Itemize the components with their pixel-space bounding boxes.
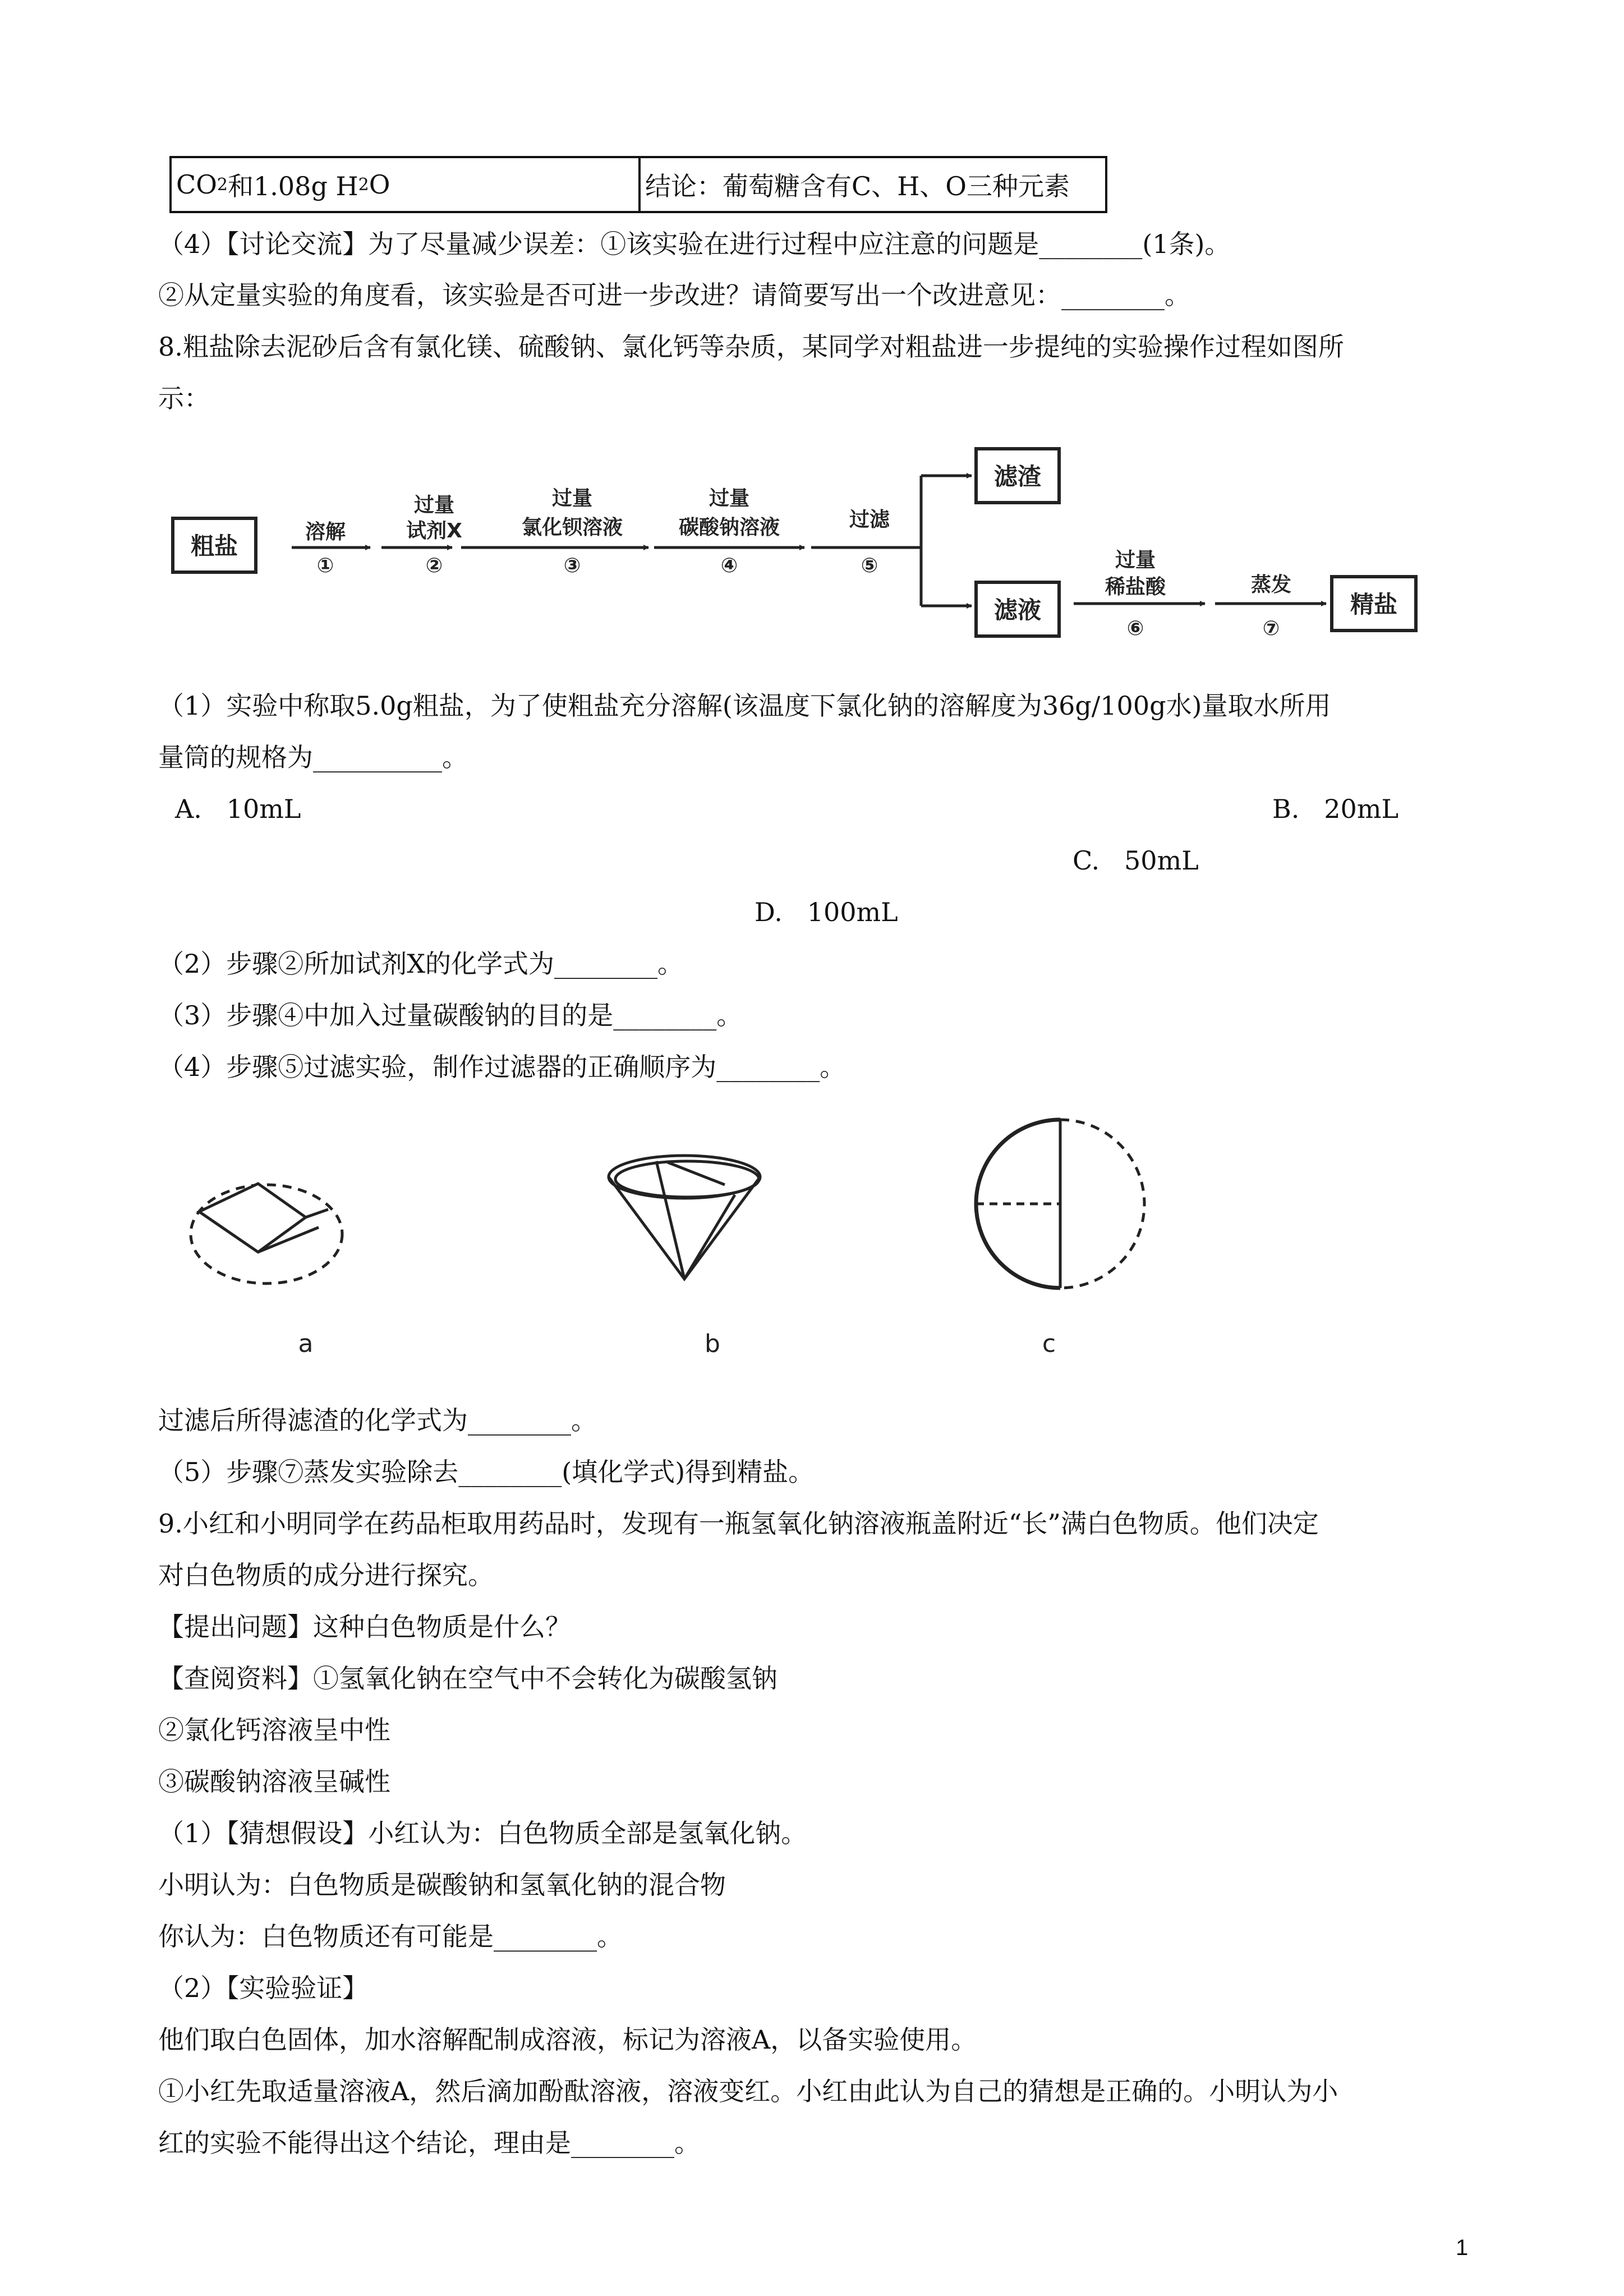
page-number: 1 [1456,2235,1469,2260]
step3-bottom: 氯化钡溶液 [521,516,623,539]
q9-hyp2: 小明认为：白色物质是碳酸钠和氢氧化钠的混合物 [158,1870,726,1900]
step6-num: ⑥ [1126,617,1144,640]
step7-num: ⑦ [1262,617,1280,640]
table-cell-conclusion: 结论：葡萄糖含有C、H、O三种元素 [645,171,1070,201]
option-b: B. 20mL [1272,794,1398,824]
step2-top: 过量 [413,494,455,517]
step3-num: ③ [563,554,581,577]
filter-paper-figures [180,1116,1189,1374]
figure-a [191,1184,342,1283]
step1-num: ① [316,554,334,577]
flow-end-label: 精盐 [1350,591,1398,618]
q8-sub2: （2）步骤②所加试剂X的化学式为________。 [158,949,684,979]
q8-stem-line2: 示： [158,383,210,413]
step5-num: ⑤ [861,554,878,577]
figure-a-label: a [298,1329,314,1358]
step4-bottom: 碳酸钠溶液 [678,516,780,539]
q8-sub1-line1: （1）实验中称取5.0g粗盐，为了使粗盐充分溶解(该温度下氯化钠的溶解度为36g/100g水)量取水所用 [158,691,1331,721]
q9-exp1-line1: ①小红先取适量溶液A，然后滴加酚酞溶液，溶液变红。小红由此认为自己的猜想是正确的。小明认为小 [158,2076,1338,2106]
q9-ref3: ③碳酸钠溶液呈碱性 [158,1766,390,1797]
step2-bottom: 试剂X [406,519,462,542]
figure-b-label: b [705,1329,720,1358]
q8-sub4b: 过滤后所得滤渣的化学式为________。 [158,1405,597,1435]
figure-c-label: c [1042,1329,1056,1358]
purification-flow-diagram [163,438,1442,651]
step5-label: 过滤 [849,508,890,531]
flow-start-label: 粗盐 [190,532,238,560]
figure-c [976,1120,1144,1288]
q8-sub3: （3）步骤④中加入过量碳酸钠的目的是________。 [158,1000,743,1030]
step4-num: ④ [720,554,738,577]
q8-sub5: （5）步骤⑦蒸发实验除去________(填化学式)得到精盐。 [158,1457,815,1487]
option-c: C. 50mL [1073,845,1199,876]
option-d: D. 100mL [755,897,898,927]
q9-exp1-line2: 红的实验不能得出这个结论，理由是________。 [158,2128,700,2158]
step4-top: 过量 [709,487,750,510]
step3-top: 过量 [551,487,593,510]
q9-hyp1: （1）【猜想假设】小红认为：白色物质全部是氢氧化钠。 [158,1818,807,1848]
step7-label: 蒸发 [1250,573,1292,596]
option-a: A. 10mL [175,794,301,824]
q8-sub1-line2: 量筒的规格为__________。 [158,742,468,772]
q8-sub4: （4）步骤⑤过滤实验，制作过滤器的正确顺序为________。 [158,1052,846,1082]
q7-item4: （4）【讨论交流】为了尽量减少误差：①该实验在进行过程中应注意的问题是________(1条)。 [158,229,1231,259]
table-cell-products: CO 2 和1.08g H 2 O [172,158,641,211]
q7-item4b: ②从定量实验的角度看，该实验是否可进一步改进？请简要写出一个改进意见：________。 [158,280,1190,310]
q9-prep: 他们取白色固体，加水溶解配制成溶液，标记为溶液A，以备实验使用。 [158,2024,977,2055]
step2-num: ② [425,554,443,577]
flow-filtrate-label: 滤液 [993,596,1042,624]
step6-bottom: 稀盐酸 [1105,576,1166,599]
step1-label: 溶解 [305,521,346,544]
flow-residue-label: 滤渣 [993,463,1042,490]
q9-stem-line1: 9.小红和小明同学在药品柜取用药品时，发现有一瓶氢氧化钠溶液瓶盖附近“长”满白色物质。他们决定 [158,1508,1319,1539]
figure-b [609,1156,760,1279]
q9-question: 【提出问题】这种白色物质是什么？ [158,1612,571,1642]
step6-top: 过量 [1115,549,1156,572]
q9-ref2: ②氯化钙溶液呈中性 [158,1715,390,1745]
q9-verify: （2）【实验验证】 [158,1973,369,2003]
q9-stem-line2: 对白色物质的成分进行探究。 [158,1560,494,1590]
q8-stem-line1: 8.粗盐除去泥砂后含有氯化镁、硫酸钠、氯化钙等杂质，某同学对粗盐进一步提纯的实验操作过程如图所 [158,332,1344,362]
q9-ref1: 【查阅资料】①氢氧化钠在空气中不会转化为碳酸氢钠 [158,1663,778,1694]
q9-hyp3: 你认为：白色物质还有可能是________。 [158,1921,623,1952]
result-table-row [169,156,1107,213]
